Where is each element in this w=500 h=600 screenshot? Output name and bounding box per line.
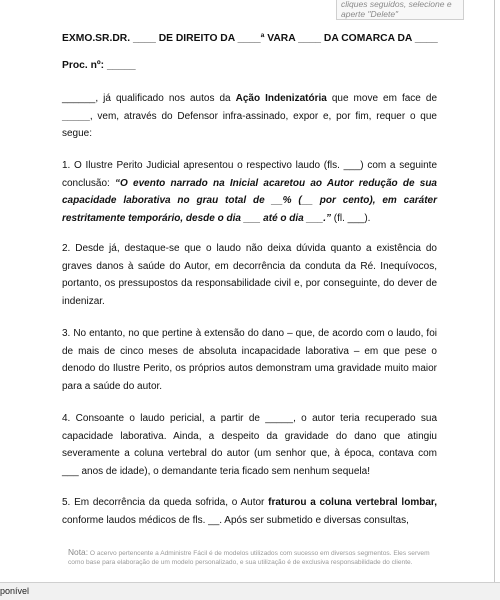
paragraph-5-text-2: conforme laudos médicos de fls. __. Após ser submetido e diversas consultas, — [62, 514, 409, 526]
edit-hint-line-1: cliques seguidos, selecione e — [341, 0, 452, 9]
status-bar — [0, 582, 500, 600]
status-text: ponível — [0, 586, 30, 596]
paragraph-4: 4. Consoante o laudo pericial, a partir de _____, o autor teria recuperado sua capacidade laborativa. Ainda, a despeito da gravidade do dano que atingiu severamente a coluna vertebral do autor (um senhor que, à época, contava com ___ anos de idade), o demandante teria ficado sem nenhum sequela! — [62, 413, 437, 477]
expert-conclusion-quote: “O evento narrado na Inicial acaretou ao Autor redução de sua capacidade laborativa no grau total de __% (__ por cento), em caráter restritamente temporário, desde o dia ___ até o dia ___.” — [62, 177, 437, 224]
intro-text-3: , vem, através do Defensor infra-assinado, expor e, por fim, requer o que segue: — [62, 110, 437, 139]
court-address-heading: EXMO.SR.DR. ____ DE DIREITO DA ____ª VARA ____ DA COMARCA DA ____ — [62, 33, 438, 44]
edit-hint-line-2: aperte "Delete" — [341, 9, 399, 19]
action-name: Ação Indenizatória — [235, 93, 327, 104]
note-label: Nota: — [68, 547, 89, 557]
paragraph-1-ref: (fl. ___). — [331, 212, 371, 224]
process-number: Proc. nº: _____ — [62, 60, 136, 71]
fracture-highlight: fraturou a coluna vertebral lombar, — [268, 497, 438, 508]
paragraph-5-text-1: 5. Em decorrência da queda sofrida, o Autor — [62, 497, 269, 508]
intro-text-2: que move em face de — [326, 93, 438, 104]
paragraph-1-text: 1. O Ilustre Perito Judicial apresentou o respectivo laudo (fls. ___) com a seguinte conclusão: — [62, 160, 437, 189]
paragraph-2: 2. Desde já, destaque-se que o laudo não deixa dúvida quanto a existência do graves danos à saúde do Autor, em decorrência da conduta da Ré. Inequívocos, portanto, os pressupostos da responsabilidade civil e, por conseguinte, do dever de indenizar. — [62, 243, 437, 307]
defendant-blank: _____ — [62, 110, 90, 122]
note-text: O acervo pertencente a Administre Fácil é de modelos utilizados com sucesso em diversos segmentos. Eles servem como base para elaboração de um modelo personalizado, e sua utilização é de exclusiva responsabilidade do cliente. — [68, 550, 430, 566]
paragraph-3: 3. No entanto, no que pertine à extensão do dano – que, de acordo com o laudo, foi de mais de cinco meses de absoluta incapacidade laborativa – em que pese o denodo do Ilustre Perito, os próprios autos demonstram uma gravidade muito maior para a saúde do autor. — [62, 328, 437, 392]
intro-text-1: ______, já qualificado nos autos da — [62, 93, 236, 104]
